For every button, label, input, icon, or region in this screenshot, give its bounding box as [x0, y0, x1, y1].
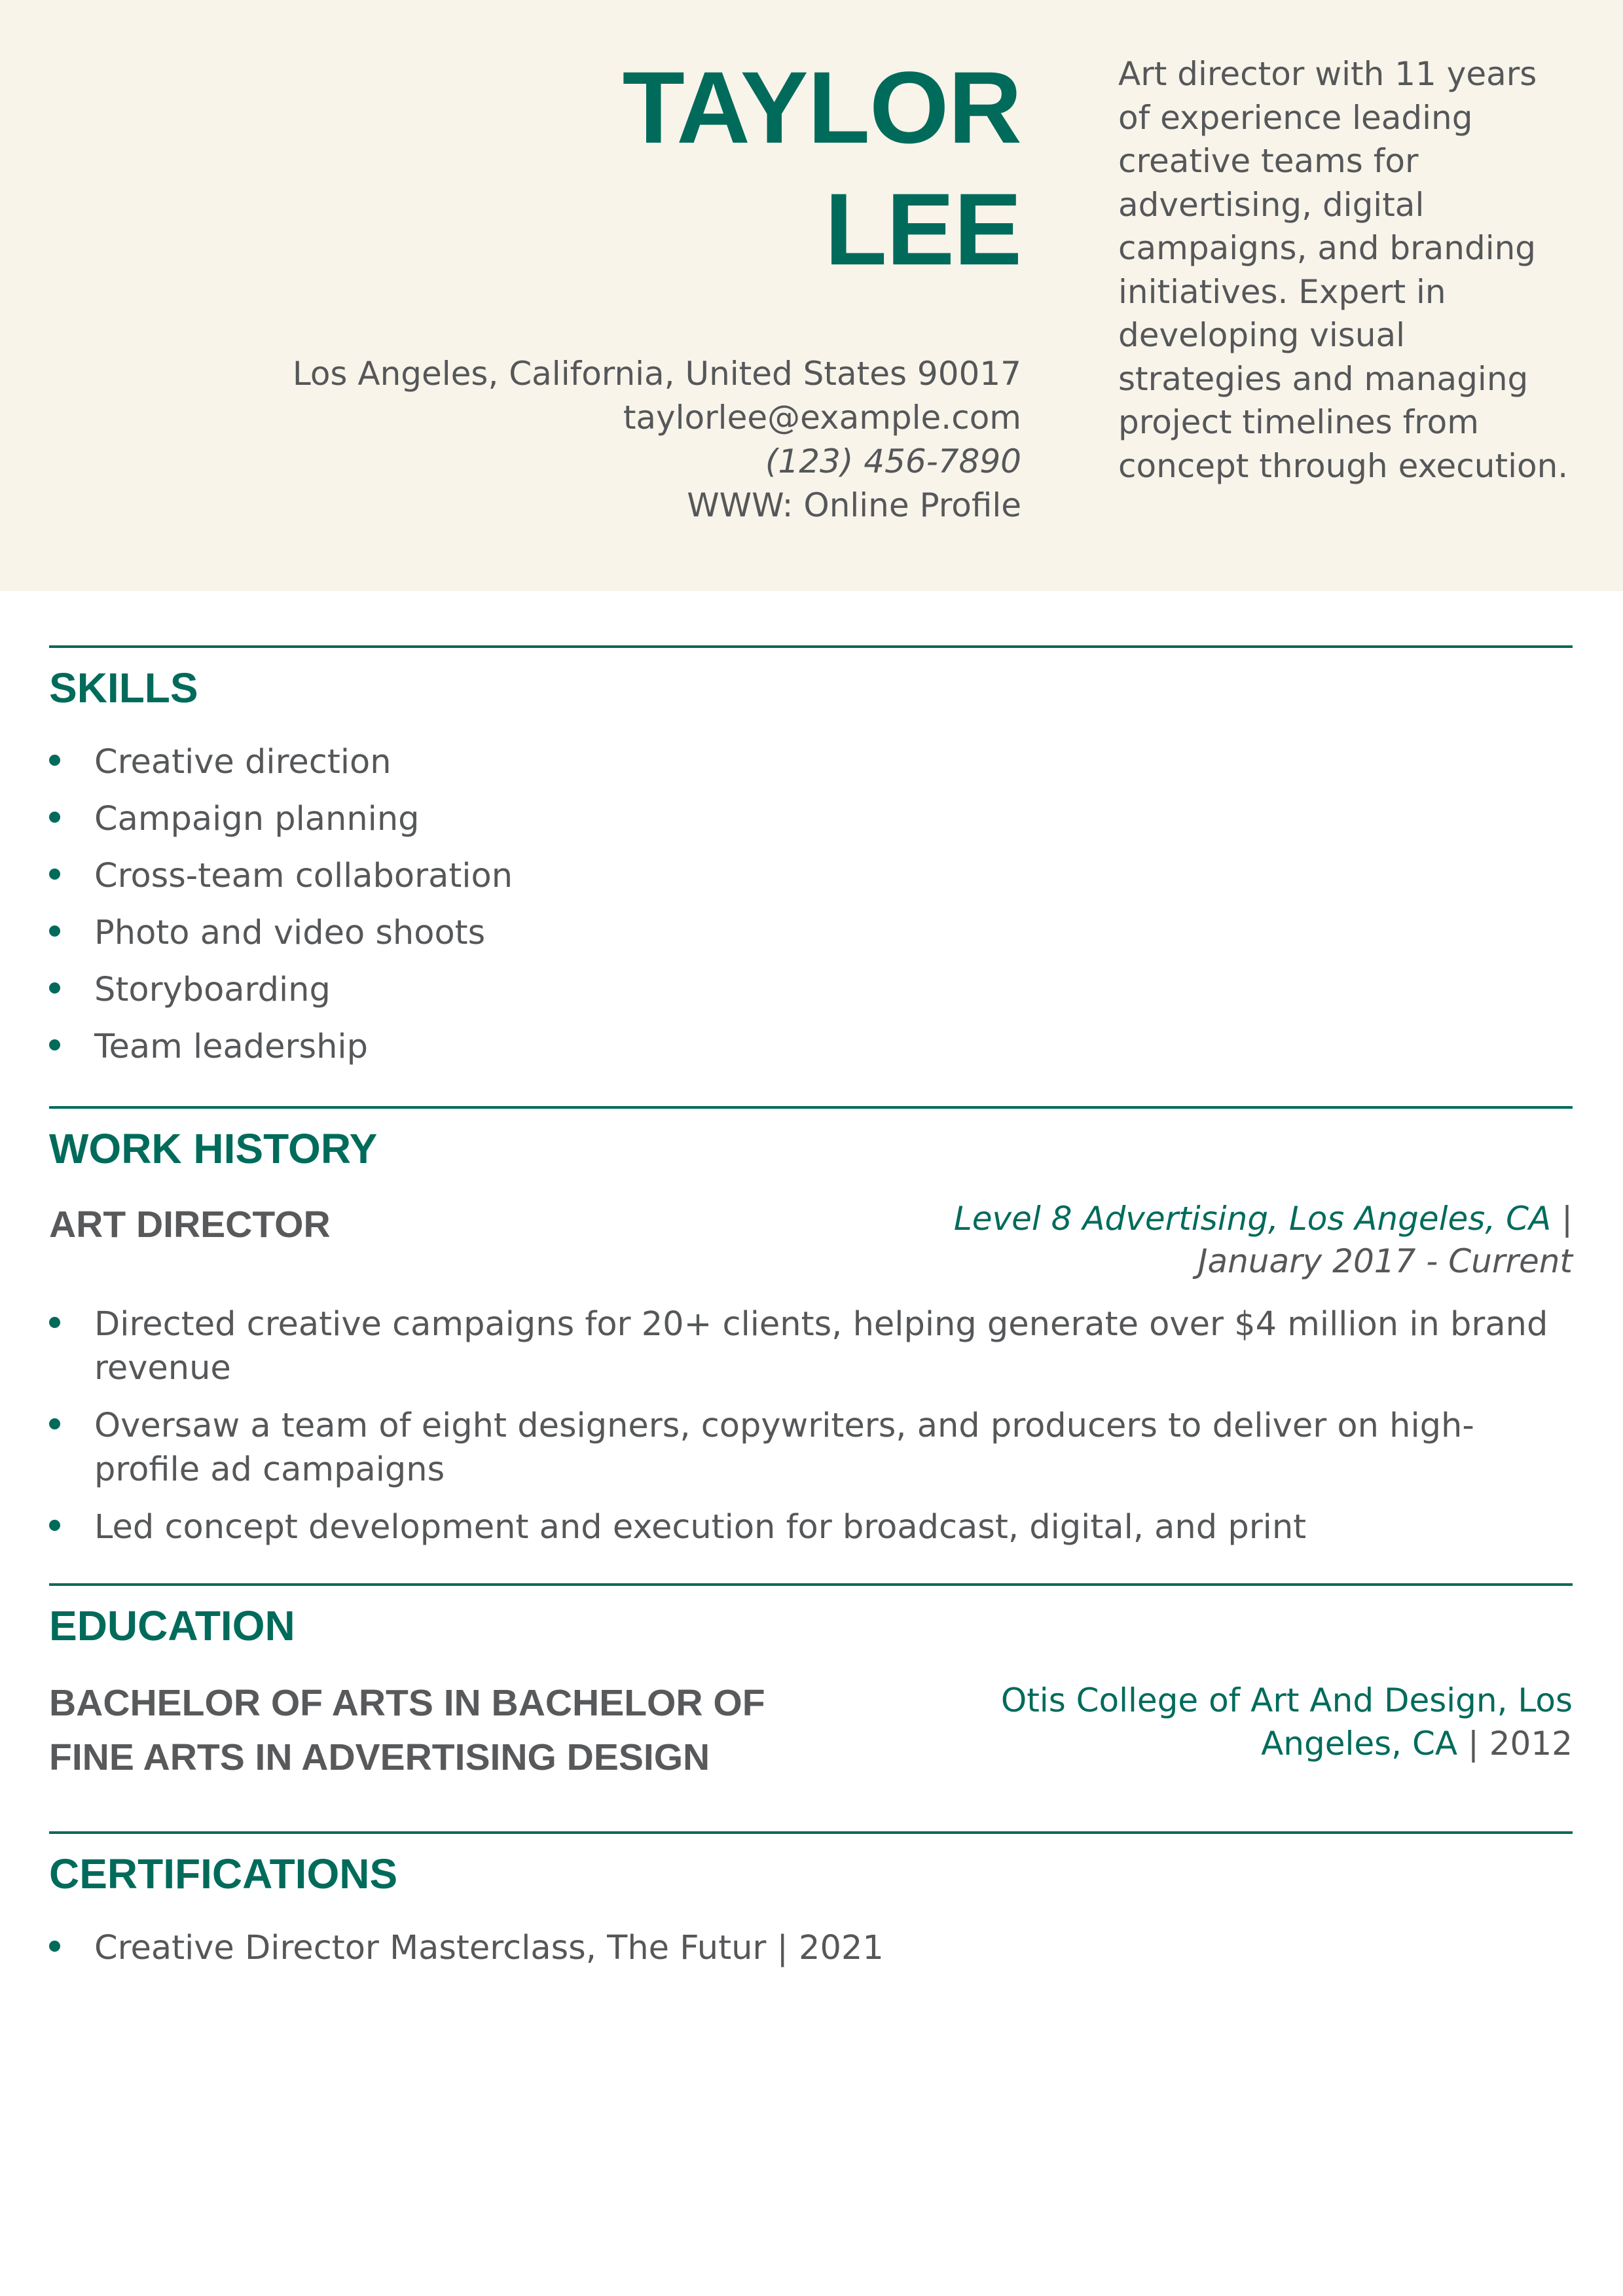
- website-link[interactable]: WWW: Online Profile: [687, 486, 1021, 524]
- bullet-icon: [49, 812, 60, 823]
- skill-label: Campaign planning: [94, 800, 420, 838]
- skill-item: [49, 854, 1573, 898]
- graduation-year: 2012: [1489, 1725, 1573, 1763]
- responsibility-text: Led concept development and execution for broadcast, digital, and print: [94, 1508, 1307, 1547]
- job-meta: [852, 1198, 1573, 1283]
- school-location: Otis College of Art And Design, Los Angeles, CA: [1000, 1681, 1573, 1763]
- job-title: ART DIRECTOR: [49, 1204, 331, 1246]
- company-location: Level 8 Advertising, Los Angeles, CA: [953, 1200, 1552, 1238]
- first-name: TAYLOR: [622, 51, 1021, 165]
- address: Los Angeles, California, United States 90017: [292, 355, 1021, 393]
- bullet-icon: [49, 1520, 60, 1531]
- responsibility-item: [49, 1302, 1573, 1390]
- section-divider: [49, 1583, 1573, 1586]
- certification-text: Creative Director Masterclass, The Futur | 2021: [94, 1929, 884, 1967]
- professional-summary: Art director with 11 years of experience leading creative teams for advertising, digital campaigns, and branding initiatives. Expert in developing visual strategies and managing project timelines from concept through execution.: [1118, 55, 1569, 485]
- job-responsibilities: [49, 1302, 1573, 1549]
- skill-item: [49, 911, 1573, 955]
- section-divider: [49, 1106, 1573, 1109]
- candidate-name: [623, 47, 1021, 291]
- degree-title: BACHELOR OF ARTS IN BACHELOR OF FINE ARTS IN ADVERTISING DESIGN: [49, 1682, 765, 1778]
- skill-item: [49, 797, 1573, 841]
- bullet-icon: [49, 1317, 60, 1328]
- certification-item: [49, 1926, 1573, 1970]
- bullet-icon: [49, 1039, 60, 1050]
- section-divider: [49, 645, 1573, 648]
- bullet-icon: [49, 982, 60, 994]
- skill-item: [49, 1025, 1573, 1069]
- skill-label: Creative direction: [94, 743, 392, 781]
- separator: |: [1467, 1725, 1479, 1763]
- bullet-icon: [49, 1941, 60, 1952]
- last-name: LEE: [824, 173, 1021, 287]
- skill-label: Storyboarding: [94, 971, 331, 1009]
- education-section: [49, 1583, 1573, 1825]
- responsibility-item: [49, 1505, 1573, 1549]
- education-meta: [983, 1679, 1573, 1765]
- resume-header: [0, 0, 1623, 591]
- responsibility-text: Directed creative campaigns for 20+ clients, helping generate over $4 million in brand revenue: [94, 1305, 1548, 1388]
- responsibility-item: [49, 1404, 1573, 1492]
- section-title-work-history: WORK HISTORY: [49, 1125, 378, 1172]
- certifications-section: [49, 1831, 1573, 2001]
- separator: |: [1561, 1200, 1573, 1238]
- section-title-skills: SKILLS: [49, 664, 198, 711]
- skills-section: [49, 645, 1573, 1064]
- job-dates: January 2017 - Current: [1197, 1242, 1573, 1280]
- skill-item: [49, 740, 1573, 784]
- skill-label: Cross-team collaboration: [94, 857, 513, 895]
- section-title-certifications: CERTIFICATIONS: [49, 1850, 398, 1897]
- section-divider: [49, 1831, 1573, 1834]
- certifications-list: [49, 1926, 1573, 1970]
- email-link[interactable]: taylorlee@example.com: [623, 399, 1021, 437]
- responsibility-text: Oversaw a team of eight designers, copywriters, and producers to deliver on high-profile ad campaigns: [94, 1407, 1474, 1489]
- phone-number[interactable]: (123) 456-7890: [765, 442, 1021, 480]
- work-history-section: [49, 1106, 1573, 1564]
- skill-label: Team leadership: [94, 1028, 368, 1066]
- skill-label: Photo and video shoots: [94, 914, 486, 952]
- section-title-education: EDUCATION: [49, 1602, 295, 1649]
- contact-info: [293, 352, 1021, 528]
- bullet-icon: [49, 869, 60, 880]
- skills-list: [49, 740, 1573, 1069]
- bullet-icon: [49, 1418, 60, 1429]
- bullet-icon: [49, 755, 60, 766]
- bullet-icon: [49, 925, 60, 937]
- skill-item: [49, 968, 1573, 1012]
